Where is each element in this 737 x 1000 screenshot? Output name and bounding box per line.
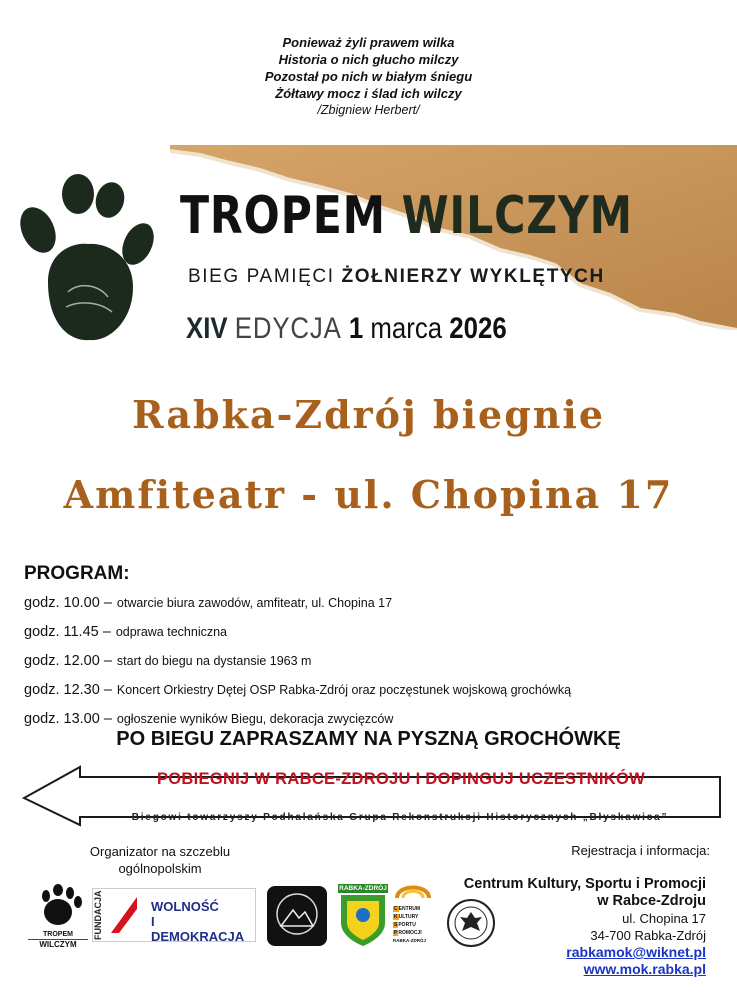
registration-label: Rejestracja i informacja: [571,843,710,858]
centrum-city: RABKA-ZDRÓJ [393,938,426,943]
program-desc: start do biegu na dystansie 1963 m [116,653,312,668]
contact-street: ul. Chopina 17 [622,911,706,926]
wolnosc-line1: WOLNOŚĆ [151,899,219,914]
title-part-1: TROPEM [180,186,386,246]
program-time: godz. 12.30 – [24,681,112,698]
program-time: godz. 10.00 – [24,594,112,611]
contact-name-line1: Centrum Kultury, Sportu i Promocji [463,876,706,892]
event-title [180,188,633,244]
centrum-row: PROMOCJI [394,930,422,936]
program-heading: PROGRAM: [24,563,130,584]
poem-line: Żółtawy mocz i ślad ich wilczy [275,86,462,101]
program-desc: ogłoszenie wyników Biegu, dekoracja zwycięzców [116,711,394,726]
rabka-badge-label: RABKA-ZDRÓJ [339,885,387,892]
program-time: godz. 13.00 – [24,710,112,727]
tropem-logo-line1: TROPEM [43,931,73,938]
subtitle-part-2: ŻOŁNIERZY WYKLĘTYCH [341,266,605,287]
program-desc: odprawa techniczna [115,624,227,639]
shield-icon [338,893,388,948]
cheer-banner: POBIEGNIJ W RABCE-ZDROJU I DOPINGUJ UCZESTNIKÓW [156,770,646,788]
program-item [24,617,704,646]
tropem-wilczym-logo [28,884,88,949]
subtitle-part-1: BIEG PAMIĘCI [188,266,335,287]
program-time: godz. 12.00 – [24,652,112,669]
contact-website-link[interactable]: www.mok.rabka.pl [583,961,706,977]
centrum-row: KULTURY [394,914,419,920]
headline-venue: Amfiteatr - ul. Chopina 17 [63,472,674,517]
contact-name-line2: w Rabce-Zdroju [597,893,706,909]
program-desc: Koncert Orkiestry Dętej OSP Rabka-Zdrój oraz poczęstunek wojskową grochówką [116,682,572,697]
headline-city: Rabka-Zdrój biegnie [131,392,605,437]
poem-line: Pozostał po nich w białym śniegu [264,69,473,84]
date-month: marca [370,312,443,345]
program-list [24,588,704,733]
program-desc: otwarcie biura zawodów, amfiteatr, ul. Chopina 17 [116,595,393,610]
contact-block [420,876,706,978]
date-day: 1 [348,312,364,345]
program-item [24,646,704,675]
organizer-label: Organizator na szczeblu ogólnopolskim [89,844,231,876]
edition-word: EDYCJA [234,312,342,345]
rabka-zdroj-coat-of-arms [338,884,388,948]
contact-city: 34-700 Rabka-Zdrój [590,928,706,943]
reenactment-note: Biegowi towarzyszy Podhalańska Grupa Rekonstrukcji Historycznych „Błyskawica” [131,812,669,823]
poem-line: Historia o nich głucho milczy [278,52,459,67]
centrum-row: SPORTU [394,922,416,928]
paw-small-icon [28,884,88,926]
flag-icon [109,895,149,935]
program-item [24,675,704,704]
event-subtitle [188,266,605,288]
title-part-2: WILCZYM [401,186,633,246]
program-item [24,588,704,617]
tropem-logo-line2: WILCZYM [28,939,88,949]
fundacja-label: FUNDACJA [93,890,103,940]
wolnosc-line2: I DEMOKRACJA [151,914,245,944]
centrum-row: CENTRUM [394,906,421,912]
contact-email-link[interactable]: rabkamok@wiknet.pl [566,944,706,960]
mountain-emblem-icon [267,886,327,946]
poem-block [0,34,737,119]
program-time: godz. 11.45 – [24,623,111,640]
blyskawica-logo [267,886,327,946]
wolnosc-demokracja-logo [92,888,256,942]
edition-line [186,312,507,346]
poem-author: /Zbigniew Herbert/ [317,103,420,117]
edition-number: XIV [186,312,228,345]
invite-text: PO BIEGU ZAPRASZAMY NA PYSZNĄ GROCHÓWKĘ [116,728,621,750]
date-year: 2026 [449,312,507,345]
wolnosc-text [151,899,251,944]
poem-line: Ponieważ żyli prawem wilka [282,35,455,50]
wolf-paw-icon [8,172,158,352]
